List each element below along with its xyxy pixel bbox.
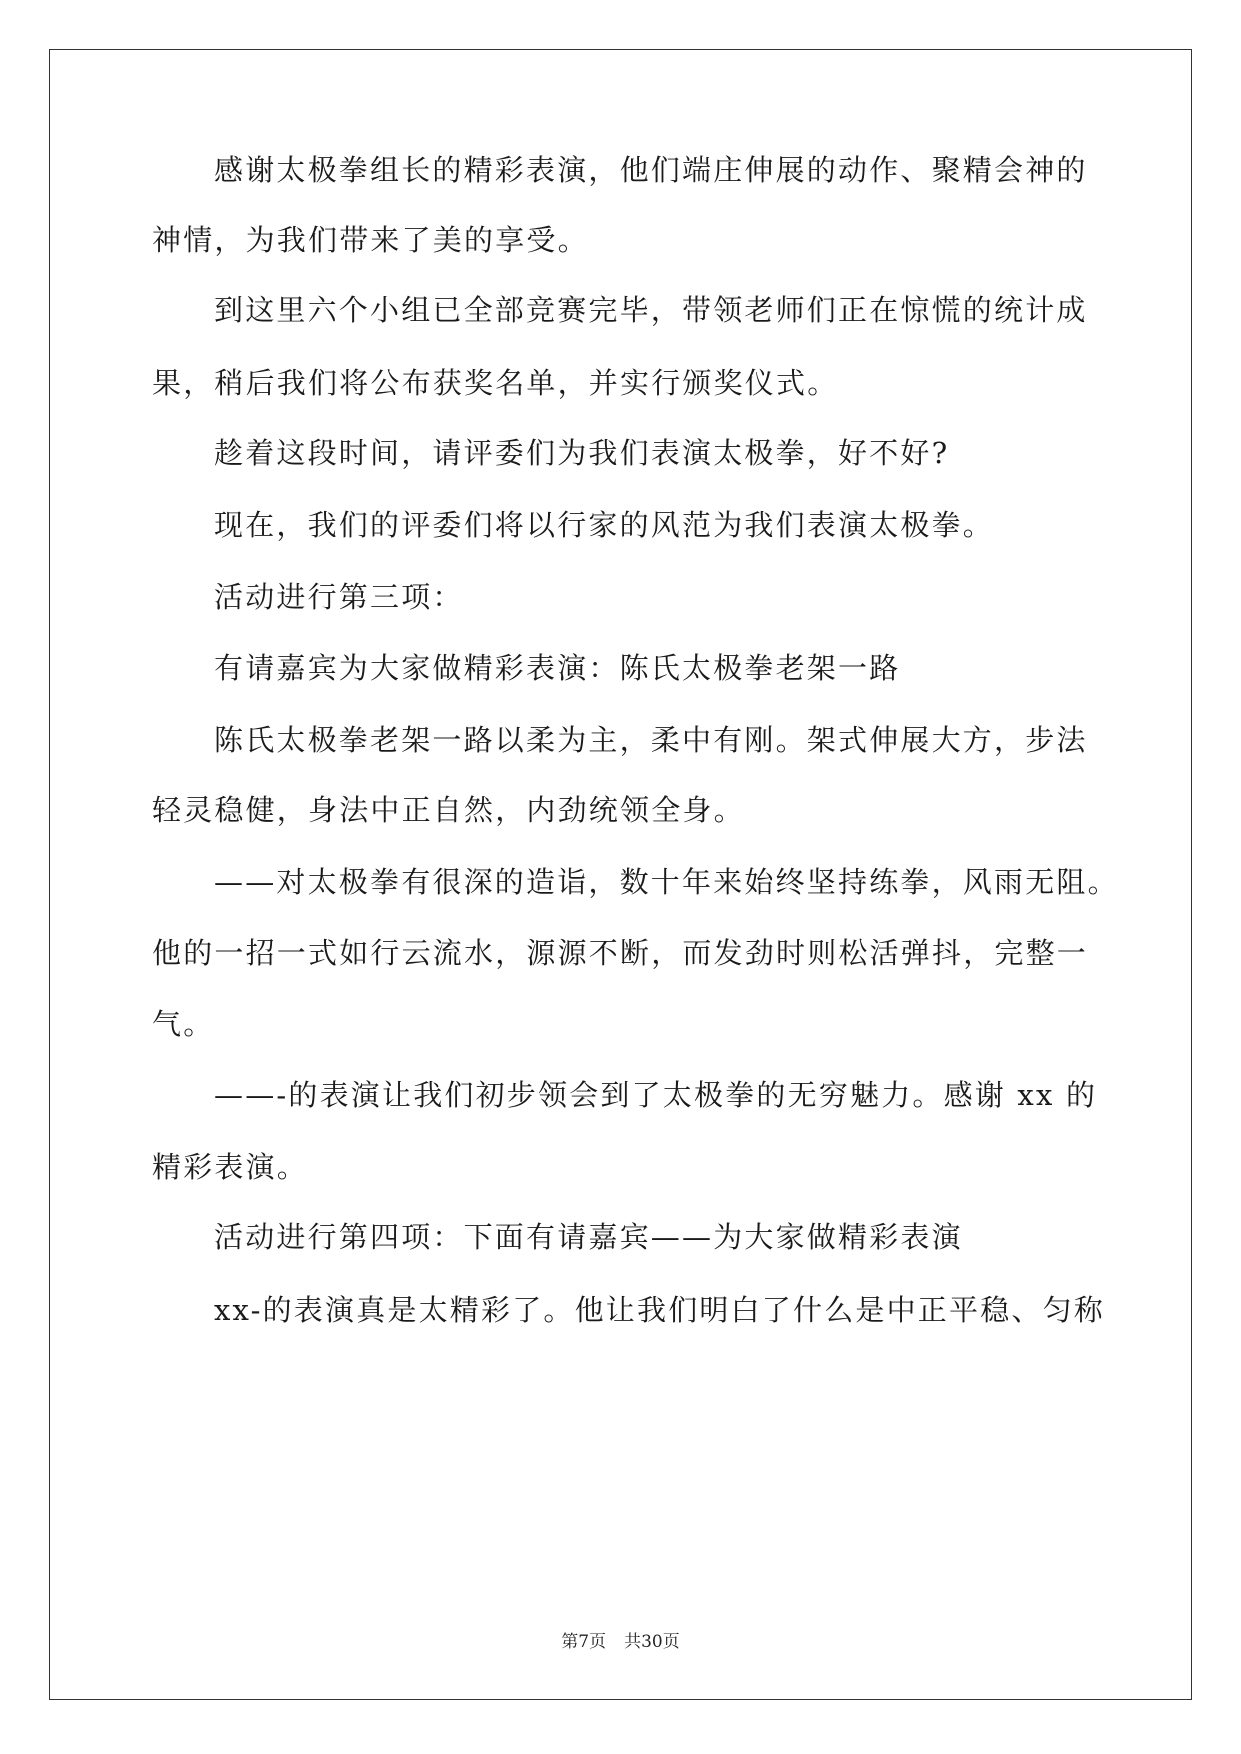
- text-line-9: 陈氏太极拳老架一路以柔为主，柔中有刚。架式伸展大方，步法: [214, 723, 1088, 757]
- text-line-8: 有请嘉宾为大家做精彩表演：陈氏太极拳老架一路: [214, 651, 901, 685]
- text-line-11: ——对太极拳有很深的造诣，数十年来始终坚持练拳，风雨无阻。: [214, 865, 1119, 899]
- text-line-15: 精彩表演。: [152, 1150, 309, 1184]
- text-line-6: 现在，我们的评委们将以行家的风范为我们表演太极拳。: [214, 508, 995, 542]
- text-line-12: 他的一招一式如行云流水，源源不断，而发劲时则松活弹抖，完整一: [152, 936, 1089, 970]
- text-line-7: 活动进行第三项：: [214, 580, 464, 614]
- page-number: 第7页: [561, 1632, 607, 1652]
- text-line-3: 到这里六个小组已全部竞赛完毕，带领老师们正在惊慌的统计成: [214, 293, 1088, 327]
- text-line-14: ——-的表演让我们初步领会到了太极拳的无穷魅力。感谢 xx 的: [214, 1078, 1098, 1112]
- page-total: 共30页: [624, 1632, 680, 1652]
- text-line-4: 果，稍后我们将公布获奖名单，并实行颁奖仪式。: [152, 366, 839, 400]
- text-line-16: 活动进行第四项：下面有请嘉宾——为大家做精彩表演: [214, 1220, 963, 1254]
- text-line-13: 气。: [152, 1007, 215, 1041]
- text-line-5: 趁着这段时间，请评委们为我们表演太极拳，好不好?: [214, 436, 950, 470]
- text-line-10: 轻灵稳健，身法中正自然，内劲统领全身。: [152, 793, 745, 827]
- text-line-2: 神情，为我们带来了美的享受。: [152, 223, 589, 257]
- text-line-17: xx-的表演真是太精彩了。他让我们明白了什么是中正平稳、匀称: [214, 1293, 1106, 1327]
- page-footer: [0, 1627, 1241, 1652]
- text-line-1: 感谢太极拳组长的精彩表演，他们端庄伸展的动作、聚精会神的: [214, 153, 1088, 187]
